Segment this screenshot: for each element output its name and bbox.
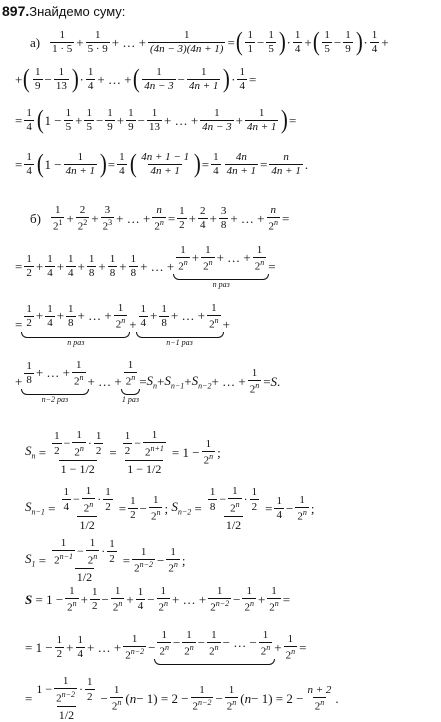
part-b-line-1: б) $\frac{1}{2^1}$ + $\frac{2}{2^2}$ + $\frac{3}{2^3}$ + … + $\frac{n}{2^n}$ = $\frac{1}{2}$ + $\frac{2}{4}$ + $\frac{3}{8}$ + … + $\frac{n}{2^n}$ = [30,204,290,233]
part-b-label: б) [30,211,41,227]
part-b-line-2: = $\frac{1}{2}$ + $\frac{1}{4}$ + $\frac{1}{4}$ + $\frac{1}{8}$ + $\frac{1}{8}$ + $\frac{1}{8}$ + … + $\frac{1}{2^n}$ + $\frac{1}{2^n}$ + … + $\frac{1}{2^n}$ n раз = [15,244,276,289]
frac-term: $\frac{1}{5 \cdot 9}$ [87,29,108,55]
frac-term: $\frac{1}{1 \cdot 5}$ [52,29,73,55]
frac-term: $\frac{1}{(4n - 3)(4n + 1)}$ [149,29,224,55]
part-b-line-9: = 1 − $\frac{1}{2}$ + $\frac{1}{4}$ + … + $\frac{1}{2^{n-2}}$ − $\frac{1}{2^n}$ − $\frac{1}{2^n}$ − $\frac{1}{2^n}$ − … − $\frac{1}{2^n}$ + $\frac{1}{2^n}$ = [25,630,306,665]
part-a-label: а) [30,35,41,50]
part-b-line-8: S = 1 − $\frac{1}{2^n}$ + $\frac{1}{2}$ − $\frac{1}{2^n}$ + $\frac{1}{4}$ − $\frac{1}{2^n}$ + … + $\frac{1}{2^{n-2}}$ − $\frac{1}{2^n}$ + $\frac{1}{2^n}$ = [25,585,291,614]
underbrace-n-times: $\frac{1}{2}$ + $\frac{1}{4}$ + $\frac{1}{8}$ + … + $\frac{1}{2^n}$ n раз [22,303,129,347]
underbrace-n-times: $\frac{1}{2^n}$ + $\frac{1}{2^n}$ + … + $\frac{1}{2^n}$ n раз [174,245,268,289]
problem-title: Знайдемо суму: [29,3,126,19]
underbrace-n-minus-1-times: $\frac{1}{4}$ + $\frac{1}{8}$ + … + $\frac{1}{2^n}$ n−1 раз [137,303,223,347]
part-a-line-2: + ( $\frac{1}{9}$ − $\frac{1}{13}$ ) · $\frac{1}{4}$ + … + ( $\frac{1}{4n - 3}$ − $\frac{1}{4n + 1}$ ) · $\frac{1}{4}$ = [15,64,257,94]
underbrace-n-minus-1-times: $\frac{1}{2^n}$ − $\frac{1}{2^n}$ − $\frac{1}{2^n}$ − … − $\frac{1}{2^n}$ [155,630,274,665]
problem-number: 897. [2,3,30,19]
part-b-line-10: = 1 − $\frac{1}{2^{n-2}}$ · $\frac{1}{2}$ 1/2 − $\frac{1}{2^n}$ ( n − 1) = 2 − $\frac{1}{2^{n-2}}$ − $\frac{1}{2^n}$ ( n − 1) = 2 − $\frac{n + 2}{2^n}$ . [25,675,339,722]
part-b-line-7: $S_1$ = $\frac{1}{2^{n-1}}$ − $\frac{1}{2^n}$ · $\frac{1}{2}$ 1/2 = $\frac{1}{2^{n-2}}$ − $\frac{1}{2^n}$ ; [25,537,186,584]
part-b-line-4: + $\frac{1}{8}$ + … + $\frac{1}{2^n}$ n−2 раз + … + $\frac{1}{2^n}$ 1 раз = $S_n$ + $S_{n-1}$ + $S_{n-2}$ + … + $\frac{1}{2^n}$ = S . [15,359,281,404]
underbrace-once: $\frac{1}{2^n}$ 1 раз [121,359,139,404]
part-b-line-5: $S_n$ = $\frac{1}{2}$ − $\frac{1}{2^n}$ · $\frac{1}{2}$ 1 − 1/2 = $\frac{1}{2}$ − $\frac{1}{2^{n+1}}$ 1 − 1/2 = 1 − $\frac{1}{2^n}$ ; [25,429,221,476]
part-a-line-1: а) $\frac{1}{1 \cdot 5}$ + $\frac{1}{5 \cdot 9}$ + … + $\frac{1}{(4n - 3)(4n + 1)}$ = ( $\frac{1}{1}$ − $\frac{1}{5}$ ) · $\frac{1}{4}$ + ( $\frac{1}{5}$ − $\frac{1}{9}$ ) · $\frac{1}{4}$ + [30,27,389,57]
brace-label: n раз [212,279,230,289]
part-a-line-3: = $\frac{1}{4}$ ( 1 − $\frac{1}{5}$ + $\frac{1}{5}$ − $\frac{1}{9}$ + $\frac{1}{9}$ − $\frac{1}{13}$ + … + $\frac{1}{4n - 3}$ + $\frac{1}{4n + 1}$ ) = [15,105,297,135]
part-a-line-4: = $\frac{1}{4}$ ( 1 − $\frac{1}{4n + 1}$ ) = $\frac{1}{4}$ ( $\frac{4n + 1 - 1}{4n + 1}$ ) = $\frac{1}{4}$ $\frac{4n}{4n + 1}$ = $\frac{n}{4n + 1}$ . [15,149,309,179]
part-b-line-3: = $\frac{1}{2}$ + $\frac{1}{4}$ + $\frac{1}{8}$ + … + $\frac{1}{2^n}$ n раз + $\frac{1}{4}$ + $\frac{1}{8}$ + … + $\frac{1}{2^n}$ n−1 раз + [15,302,230,347]
part-b-line-6: $S_{n-1}$ = $\frac{1}{4}$ − $\frac{1}{2^n}$ · $\frac{1}{2}$ 1/2 = $\frac{1}{2}$ − $\frac{1}{2^n}$ ; $S_{n-2}$ = $\frac{1}{8}$ − $\frac{1}{2^n}$ · $\frac{1}{2}$ 1/2 = $\frac{1}{4}$ − $\frac{1}{2^n}$ ; [25,485,315,532]
problem-header [2,4,125,18]
underbrace-n-minus-2-times: $\frac{1}{8}$ + … + $\frac{1}{2^n}$ n−2 раз [22,360,87,404]
